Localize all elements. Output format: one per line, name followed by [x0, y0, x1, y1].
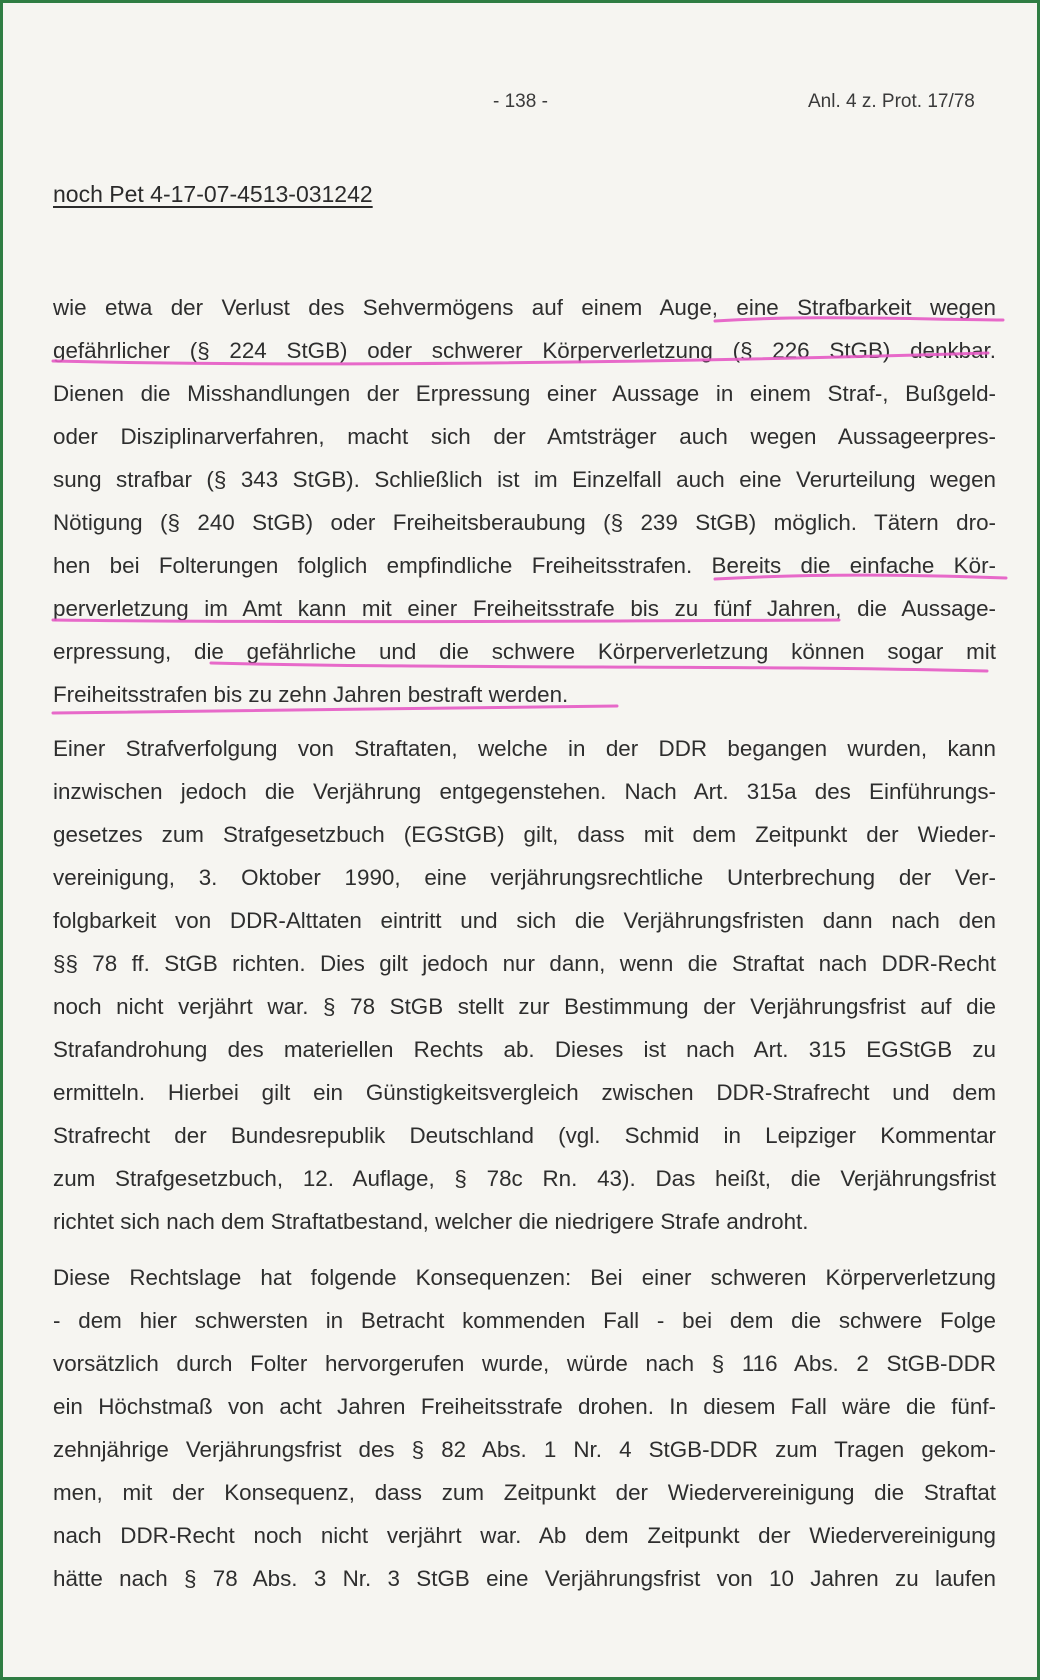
text-line: Einer Strafverfolgung von Straftaten, welche in der DDR begangen wurden, kann: [53, 736, 996, 761]
text-line: zehnjährige Verjährungsfrist des § 82 Abs. 1 Nr. 4 StGB-DDR zum Tragen gekom-: [53, 1437, 996, 1462]
text-line: Diese Rechtslage hat folgende Konsequenzen: Bei einer schweren Körperverletzung: [53, 1265, 996, 1290]
text-line: zum Strafgesetzbuch, 12. Auflage, § 78c Rn. 43). Das heißt, die Verjährungsfrist: [53, 1166, 996, 1191]
paragraph-2: [53, 727, 996, 1243]
paragraph-1: [53, 286, 996, 716]
text-line: oder Disziplinarverfahren, macht sich der Amtsträger auch wegen Aussageerpres-: [53, 424, 996, 449]
text-line: vereinigung, 3. Oktober 1990, eine verjährungsrechtliche Unterbrechung der Ver-: [53, 865, 996, 890]
paragraph-3: [53, 1256, 996, 1600]
text-line: sung strafbar (§ 343 StGB). Schließlich ist im Einzelfall auch eine Verurteilung wegen: [53, 467, 996, 492]
text-line: Freiheitsstrafen bis zu zehn Jahren bestraft werden.: [53, 682, 569, 707]
text-line: Strafandrohung des materiellen Rechts ab. Dieses ist nach Art. 315 EGStGB zu: [53, 1037, 996, 1062]
annex-reference: Anl. 4 z. Prot. 17/78: [808, 91, 975, 112]
page-number: - 138 -: [493, 91, 548, 112]
text-line: wie etwa der Verlust des Sehvermögens auf einem Auge, eine Strafbarkeit wegen: [53, 295, 996, 320]
text-line: Strafrecht der Bundesrepublik Deutschland (vgl. Schmid in Leipziger Kommentar: [53, 1123, 996, 1148]
text-line: gesetzes zum Strafgesetzbuch (EGStGB) gilt, dass mit dem Zeitpunkt der Wieder-: [53, 822, 996, 847]
text-line: Dienen die Misshandlungen der Erpressung einer Aussage in einem Straf-, Bußgeld-: [53, 381, 996, 406]
text-line: §§ 78 ff. StGB richten. Dies gilt jedoch nur dann, wenn die Straftat nach DDR-Recht: [53, 951, 996, 976]
text-line: erpressung, die gefährliche und die schwere Körperverletzung können sogar mit: [53, 639, 996, 664]
text-line: Nötigung (§ 240 StGB) oder Freiheitsberaubung (§ 239 StGB) möglich. Tätern dro-: [53, 510, 996, 535]
text-line: vorsätzlich durch Folter hervorgerufen wurde, würde nach § 116 Abs. 2 StGB-DDR: [53, 1351, 996, 1376]
text-line: ermitteln. Hierbei gilt ein Günstigkeitsvergleich zwischen DDR-Strafrecht und dem: [53, 1080, 996, 1105]
text-line: - dem hier schwersten in Betracht kommenden Fall - bei dem die schwere Folge: [53, 1308, 996, 1333]
text-line: nach DDR-Recht noch nicht verjährt war. Ab dem Zeitpunkt der Wiedervereinigung: [53, 1523, 996, 1548]
document-page: [3, 3, 1037, 1677]
text-line: gefährlicher (§ 224 StGB) oder schwerer Körperverletzung (§ 226 StGB) denkbar.: [53, 338, 996, 363]
petition-reference: noch Pet 4-17-07-4513-031242: [53, 181, 373, 207]
text-line: hen bei Folterungen folglich empfindliche Freiheitsstrafen. Bereits die einfache Kör-: [53, 553, 996, 578]
text-line: noch nicht verjährt war. § 78 StGB stellt zur Bestimmung der Verjährungsfrist auf die: [53, 994, 996, 1019]
text-line: inzwischen jedoch die Verjährung entgegenstehen. Nach Art. 315a des Einführungs-: [53, 779, 996, 804]
text-line: men, mit der Konsequenz, dass zum Zeitpunkt der Wiedervereinigung die Straftat: [53, 1480, 996, 1505]
text-line: perverletzung im Amt kann mit einer Freiheitsstrafe bis zu fünf Jahren, die Aussage-: [53, 596, 996, 621]
text-line: ein Höchstmaß von acht Jahren Freiheitsstrafe drohen. In diesem Fall wäre die fünf-: [53, 1394, 996, 1419]
text-line: hätte nach § 78 Abs. 3 Nr. 3 StGB eine Verjährungsfrist von 10 Jahren zu laufen: [53, 1566, 996, 1591]
text-line: folgbarkeit von DDR-Alttaten eintritt und sich die Verjährungsfristen dann nach den: [53, 908, 996, 933]
text-line: richtet sich nach dem Straftatbestand, welcher die niedrigere Strafe androht.: [53, 1209, 809, 1234]
